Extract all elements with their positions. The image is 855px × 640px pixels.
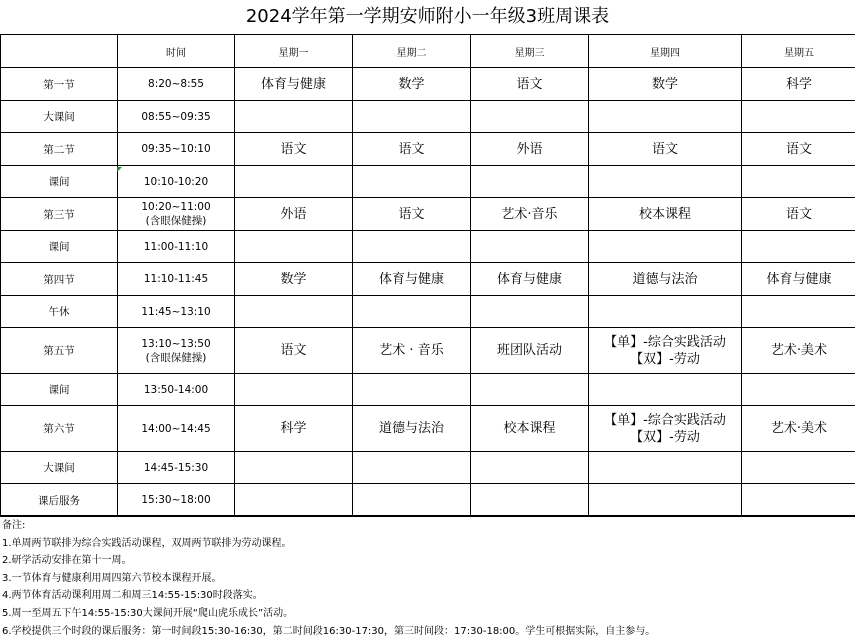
table-row (1, 263, 855, 296)
time-cell: 13:50-14:00 (118, 374, 235, 406)
subject-cell (471, 166, 589, 198)
note-item: 6.学校提供三个时段的课后服务：第一时间段15:30-16:30，第二时间段16:30-17:30，第三时间段：17:30-18:00。学生可根据实际，自主参与。 (0, 623, 855, 640)
subject-cell: 外语 (471, 133, 589, 166)
time-cell: 8:20~8:55 (118, 68, 235, 101)
subject-cell (471, 101, 589, 133)
subject-cell (589, 452, 742, 484)
subject-cell (471, 484, 589, 517)
single-week-subject: 【单】-综合实践活动 (589, 334, 741, 351)
period-label: 第六节 (1, 406, 118, 452)
table-row (1, 101, 855, 133)
subject-cell (353, 452, 471, 484)
page-title: 2024学年第一学期安师附小一年级3班周课表 (0, 0, 855, 34)
table-row (1, 296, 855, 328)
subject-cell (589, 231, 742, 263)
header-friday: 星期五 (742, 35, 855, 68)
note-item: 3.一节体育与健康利用周四第六节校本课程开展。 (0, 570, 855, 588)
subject-cell: 体育与健康 (353, 263, 471, 296)
table-row (1, 166, 855, 198)
subject-cell: 语文 (742, 198, 855, 231)
subject-cell: 班团队活动 (471, 328, 589, 374)
subject-cell (471, 452, 589, 484)
subject-cell (742, 231, 855, 263)
subject-cell (589, 166, 742, 198)
subject-cell: 科学 (235, 406, 353, 452)
time-cell: 14:45-15:30 (118, 452, 235, 484)
header-time: 时间 (118, 35, 235, 68)
table-row (1, 198, 855, 231)
subject-cell: 语文 (742, 133, 855, 166)
header-row (1, 35, 855, 68)
subject-cell: 艺术 · 音乐 (353, 328, 471, 374)
table-row (1, 406, 855, 452)
period-label: 午休 (1, 296, 118, 328)
period-label: 第四节 (1, 263, 118, 296)
subject-cell: 数学 (353, 68, 471, 101)
time-cell: 08:55~09:35 (118, 101, 235, 133)
table-row (1, 374, 855, 406)
note-item: 1.单周两节联排为综合实践活动课程，双周两节联排为劳动课程。 (0, 535, 855, 553)
subject-cell: 体育与健康 (742, 263, 855, 296)
time-note: (含眼保健操) (118, 214, 234, 228)
subject-cell: 语文 (471, 68, 589, 101)
subject-cell: 道德与法治 (353, 406, 471, 452)
subject-cell: 语文 (353, 198, 471, 231)
subject-cell (235, 374, 353, 406)
table-row (1, 328, 855, 374)
double-week-subject: 【双】-劳动 (589, 429, 741, 446)
period-label: 课间 (1, 231, 118, 263)
period-label: 大课间 (1, 452, 118, 484)
header-wednesday: 星期三 (471, 35, 589, 68)
header-thursday: 星期四 (589, 35, 742, 68)
time-cell (118, 198, 235, 231)
time-range: 10:20~11:00 (118, 200, 234, 214)
table-row (1, 231, 855, 263)
note-item: 2.研学活动安排在第十一周。 (0, 552, 855, 570)
note-item: 4.两节体育活动课利用周二和周三14:55-15:30时段落实。 (0, 587, 855, 605)
subject-cell (589, 101, 742, 133)
period-label: 课间 (1, 166, 118, 198)
subject-cell (589, 328, 742, 374)
time-range: 13:10~13:50 (118, 337, 234, 351)
subject-cell (235, 166, 353, 198)
subject-cell: 语文 (235, 133, 353, 166)
subject-cell (742, 374, 855, 406)
subject-cell (353, 231, 471, 263)
subject-cell (353, 166, 471, 198)
subject-cell: 语文 (589, 133, 742, 166)
subject-cell: 数学 (235, 263, 353, 296)
notes-section (0, 515, 855, 640)
time-note: (含眼保健操) (118, 351, 234, 365)
note-item: 5.周一至周五下午14:55-15:30大课间开展“爬山虎乐成长”活动。 (0, 605, 855, 623)
subject-cell: 艺术·美术 (742, 328, 855, 374)
period-label: 第二节 (1, 133, 118, 166)
subject-cell (235, 101, 353, 133)
notes-heading: 备注: (0, 517, 855, 535)
subject-cell (589, 484, 742, 517)
subject-cell (742, 484, 855, 517)
header-monday: 星期一 (235, 35, 353, 68)
subject-cell (742, 296, 855, 328)
subject-cell: 校本课程 (589, 198, 742, 231)
period-label: 课后服务 (1, 484, 118, 517)
time-cell: 09:35~10:10 (118, 133, 235, 166)
subject-cell (235, 296, 353, 328)
subject-cell (353, 296, 471, 328)
table-row (1, 133, 855, 166)
schedule-table (0, 34, 855, 517)
subject-cell: 科学 (742, 68, 855, 101)
subject-cell (742, 452, 855, 484)
period-label: 第三节 (1, 198, 118, 231)
subject-cell: 校本课程 (471, 406, 589, 452)
table-row (1, 68, 855, 101)
subject-cell (353, 101, 471, 133)
subject-cell (235, 231, 353, 263)
header-tuesday: 星期二 (353, 35, 471, 68)
table-row (1, 452, 855, 484)
subject-cell: 体育与健康 (471, 263, 589, 296)
subject-cell: 语文 (235, 328, 353, 374)
subject-cell: 艺术·音乐 (471, 198, 589, 231)
cell-comment-marker (117, 167, 122, 172)
subject-cell: 道德与法治 (589, 263, 742, 296)
time-cell: 15:30~18:00 (118, 484, 235, 517)
period-label: 第一节 (1, 68, 118, 101)
subject-cell (742, 101, 855, 133)
period-label: 大课间 (1, 101, 118, 133)
period-label: 第五节 (1, 328, 118, 374)
period-label: 课间 (1, 374, 118, 406)
subject-cell (235, 452, 353, 484)
time-cell (118, 328, 235, 374)
subject-cell: 体育与健康 (235, 68, 353, 101)
subject-cell (471, 296, 589, 328)
subject-cell (742, 166, 855, 198)
time-cell: 14:00~14:45 (118, 406, 235, 452)
subject-cell: 语文 (353, 133, 471, 166)
header-blank-cell (1, 35, 118, 68)
single-week-subject: 【单】-综合实践活动 (589, 412, 741, 429)
subject-cell (353, 374, 471, 406)
subject-cell: 艺术·美术 (742, 406, 855, 452)
time-cell: 11:10-11:45 (118, 263, 235, 296)
time-cell: 10:10-10:20 (118, 166, 235, 198)
double-week-subject: 【双】-劳动 (589, 351, 741, 368)
time-cell: 11:00-11:10 (118, 231, 235, 263)
subject-cell (235, 484, 353, 517)
subject-cell (589, 406, 742, 452)
subject-cell: 外语 (235, 198, 353, 231)
subject-cell (471, 374, 589, 406)
table-row (1, 484, 855, 517)
subject-cell: 数学 (589, 68, 742, 101)
time-cell: 11:45~13:10 (118, 296, 235, 328)
subject-cell (589, 374, 742, 406)
subject-cell (589, 296, 742, 328)
subject-cell (471, 231, 589, 263)
subject-cell (353, 484, 471, 517)
